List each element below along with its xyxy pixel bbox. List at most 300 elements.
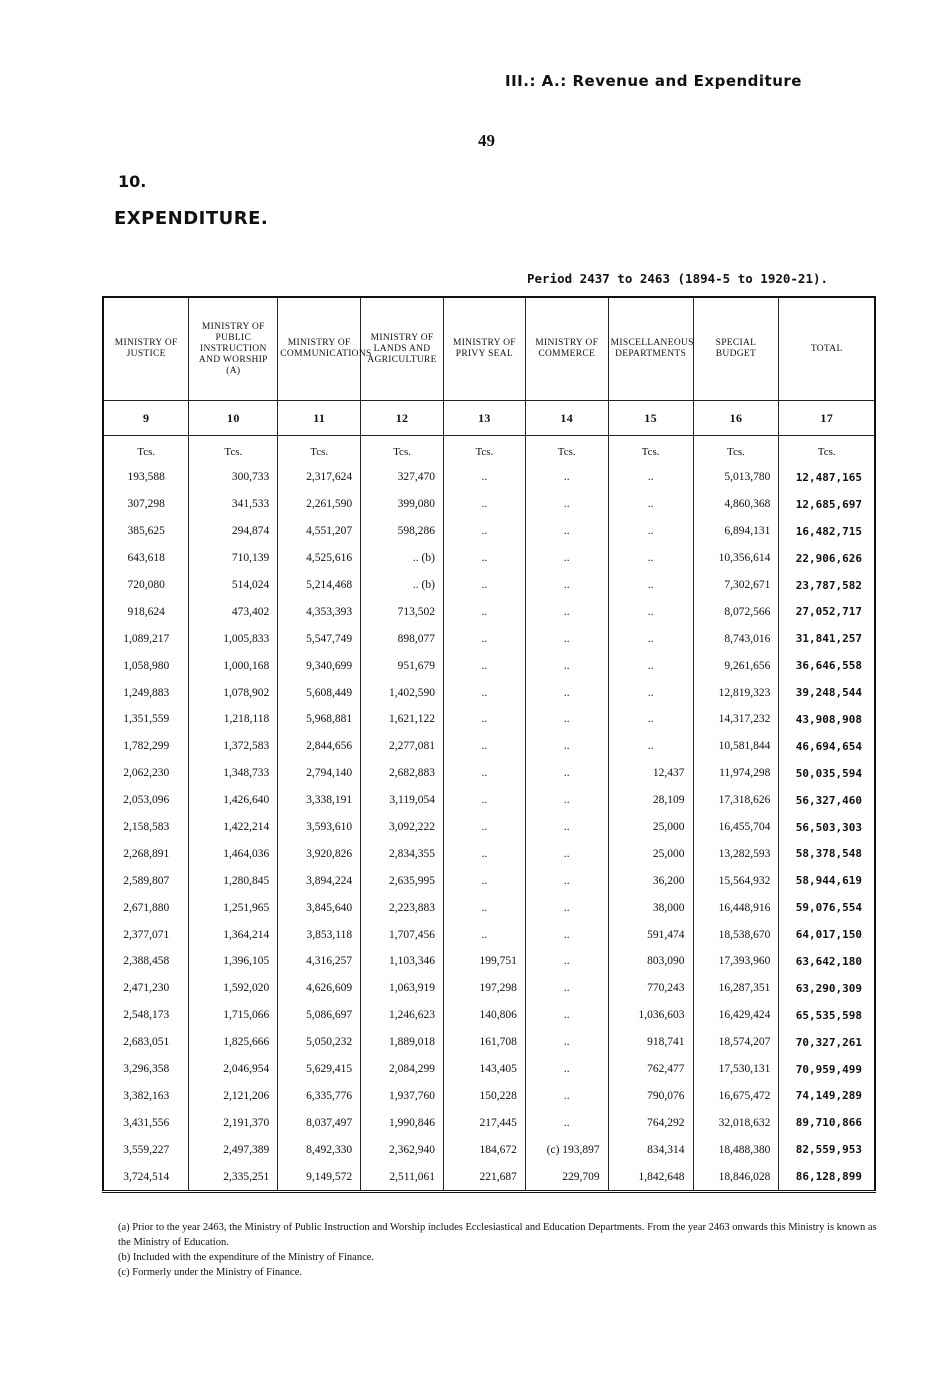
table-row: [103, 921, 875, 948]
table-cell: 2,682,883: [361, 760, 444, 787]
table-cell: ..: [608, 491, 693, 518]
table-cell: 86,128,899: [779, 1163, 875, 1191]
table-cell: 82,559,953: [779, 1136, 875, 1163]
table-cell: 16,287,351: [693, 975, 779, 1002]
table-cell: 3,092,222: [361, 814, 444, 841]
table-cell: 2,062,230: [103, 760, 189, 787]
table-cell: 5,968,881: [278, 706, 361, 733]
table-cell: 64,017,150: [779, 921, 875, 948]
table-cell: 3,296,358: [103, 1056, 189, 1083]
table-cell: 2,053,096: [103, 787, 189, 814]
table-cell: 7,302,671: [693, 572, 779, 599]
table-cell: 28,109: [608, 787, 693, 814]
column-number: 14: [525, 401, 608, 436]
table-cell: 770,243: [608, 975, 693, 1002]
table-cell: 1,426,640: [189, 787, 278, 814]
table-row: [103, 814, 875, 841]
table-row: [103, 894, 875, 921]
table-cell: ..: [525, 1029, 608, 1056]
table-cell: 10,356,614: [693, 545, 779, 572]
table-cell: 3,382,163: [103, 1082, 189, 1109]
table-cell: 1,036,603: [608, 1002, 693, 1029]
column-header-justice: MINISTRY OF JUSTICE: [103, 297, 189, 401]
column-number: 9: [103, 401, 189, 436]
table-row: [103, 840, 875, 867]
table-cell: 1,825,666: [189, 1029, 278, 1056]
table-cell: 6,335,776: [278, 1082, 361, 1109]
table-cell: 58,378,548: [779, 840, 875, 867]
table-cell: 17,318,626: [693, 787, 779, 814]
table-cell: 1,842,648: [608, 1163, 693, 1191]
table-cell: 951,679: [361, 652, 444, 679]
table-cell: 9,261,656: [693, 652, 779, 679]
table-cell: ..: [443, 491, 525, 518]
table-cell: ..: [443, 814, 525, 841]
table-cell: 3,920,826: [278, 840, 361, 867]
column-header-commerce: MINISTRY OF COMMERCE: [525, 297, 608, 401]
table-cell: 1,464,036: [189, 840, 278, 867]
column-number: 15: [608, 401, 693, 436]
table-cell: ..: [525, 1109, 608, 1136]
table-cell: 2,589,807: [103, 867, 189, 894]
table-cell: 713,502: [361, 598, 444, 625]
table-cell: ..: [443, 787, 525, 814]
table-cell: 2,121,206: [189, 1082, 278, 1109]
table-cell: 12,487,165: [779, 464, 875, 491]
table-cell: 3,593,610: [278, 814, 361, 841]
header-row: [103, 297, 875, 401]
table-row: [103, 545, 875, 572]
column-header-lands-agriculture: MINISTRY OF LANDS AND AGRICULTURE: [361, 297, 444, 401]
table-row: [103, 598, 875, 625]
table-cell: 50,035,594: [779, 760, 875, 787]
footnote-c: (c) Formerly under the Ministry of Finance.: [118, 1267, 302, 1278]
table-cell: ..: [443, 679, 525, 706]
section-number: 10.: [118, 172, 147, 191]
table-cell: 1,348,733: [189, 760, 278, 787]
table-cell: 3,559,227: [103, 1136, 189, 1163]
table-cell: 720,080: [103, 572, 189, 599]
unit-label: Tcs.: [103, 436, 189, 465]
page-number: 49: [478, 131, 495, 150]
table-cell: 25,000: [608, 814, 693, 841]
table-cell: 8,743,016: [693, 625, 779, 652]
table-cell: ..: [525, 1082, 608, 1109]
table-row: [103, 975, 875, 1002]
table-cell: 46,694,654: [779, 733, 875, 760]
units-row: [103, 436, 875, 465]
table-cell: 1,000,168: [189, 652, 278, 679]
table-cell: 2,794,140: [278, 760, 361, 787]
table-cell: 5,050,232: [278, 1029, 361, 1056]
table-cell: 89,710,866: [779, 1109, 875, 1136]
table-cell: ..: [443, 733, 525, 760]
column-number-row: [103, 401, 875, 436]
table-cell: ..: [525, 706, 608, 733]
table-cell: 2,635,995: [361, 867, 444, 894]
table-cell: ..: [525, 975, 608, 1002]
table-cell: 2,497,389: [189, 1136, 278, 1163]
unit-label: Tcs.: [779, 436, 875, 465]
table-cell: 59,076,554: [779, 894, 875, 921]
table-cell: ..: [608, 733, 693, 760]
table-cell: 2,261,590: [278, 491, 361, 518]
unit-label: Tcs.: [608, 436, 693, 465]
table-cell: .. (b): [361, 545, 444, 572]
table-cell: 5,013,780: [693, 464, 779, 491]
table-cell: 2,834,355: [361, 840, 444, 867]
table-cell: 591,474: [608, 921, 693, 948]
column-header-special-budget: SPECIAL BUDGET: [693, 297, 779, 401]
table-row: [103, 706, 875, 733]
table-cell: 643,618: [103, 545, 189, 572]
column-number: 10: [189, 401, 278, 436]
table-cell: 3,894,224: [278, 867, 361, 894]
table-cell: 4,860,368: [693, 491, 779, 518]
table-cell: 5,547,749: [278, 625, 361, 652]
table-row: [103, 491, 875, 518]
table-cell: 327,470: [361, 464, 444, 491]
table-cell: 1,937,760: [361, 1082, 444, 1109]
table-cell: 16,448,916: [693, 894, 779, 921]
table-cell: (c) 193,897: [525, 1136, 608, 1163]
table-cell: 63,642,180: [779, 948, 875, 975]
table-cell: 3,119,054: [361, 787, 444, 814]
table-cell: 1,280,845: [189, 867, 278, 894]
table-cell: 2,362,940: [361, 1136, 444, 1163]
table-cell: 43,908,908: [779, 706, 875, 733]
table-cell: 3,431,556: [103, 1109, 189, 1136]
table-cell: 918,741: [608, 1029, 693, 1056]
table-cell: 764,292: [608, 1109, 693, 1136]
table-cell: 2,268,891: [103, 840, 189, 867]
column-header-public-instruction: MINISTRY OF PUBLIC INSTRUCTION AND WORSHIP (A): [189, 297, 278, 401]
table-cell: 140,806: [443, 1002, 525, 1029]
table-cell: ..: [608, 464, 693, 491]
table-cell: 36,200: [608, 867, 693, 894]
table-cell: 2,683,051: [103, 1029, 189, 1056]
table-cell: ..: [525, 894, 608, 921]
section-title: EXPENDITURE.: [114, 208, 269, 229]
column-number: 11: [278, 401, 361, 436]
table-cell: 710,139: [189, 545, 278, 572]
table-cell: 294,874: [189, 518, 278, 545]
table-cell: 197,298: [443, 975, 525, 1002]
table-cell: 56,503,303: [779, 814, 875, 841]
column-number: 16: [693, 401, 779, 436]
table-row: [103, 948, 875, 975]
table-cell: 3,338,191: [278, 787, 361, 814]
period-caption: Period 2437 to 2463 (1894-5 to 1920-21).: [527, 271, 829, 286]
table-cell: 4,316,257: [278, 948, 361, 975]
table-cell: 2,548,173: [103, 1002, 189, 1029]
table-cell: 2,511,061: [361, 1163, 444, 1191]
table-cell: 65,535,598: [779, 1002, 875, 1029]
table-cell: 63,290,309: [779, 975, 875, 1002]
table-cell: ..: [608, 652, 693, 679]
table-cell: 8,492,330: [278, 1136, 361, 1163]
table-cell: ..: [443, 840, 525, 867]
table-cell: ..: [525, 572, 608, 599]
table-cell: 221,687: [443, 1163, 525, 1191]
table-cell: .. (b): [361, 572, 444, 599]
table-cell: ..: [525, 545, 608, 572]
footnotes: [118, 1220, 878, 1280]
running-head: III.: A.: Revenue and Expenditure: [505, 72, 802, 90]
table-cell: 17,530,131: [693, 1056, 779, 1083]
table-cell: 9,340,699: [278, 652, 361, 679]
table-cell: 2,191,370: [189, 1109, 278, 1136]
table-cell: ..: [443, 572, 525, 599]
table-cell: 2,223,883: [361, 894, 444, 921]
table-cell: 1,058,980: [103, 652, 189, 679]
table-cell: 2,317,624: [278, 464, 361, 491]
table-cell: 300,733: [189, 464, 278, 491]
table-cell: ..: [608, 572, 693, 599]
table-cell: ..: [525, 1056, 608, 1083]
column-header-miscellaneous: MISCELLANEOUS DEPARTMENTS: [608, 297, 693, 401]
table-cell: 1,592,020: [189, 975, 278, 1002]
table-cell: 1,103,346: [361, 948, 444, 975]
table-cell: ..: [525, 625, 608, 652]
table-cell: 399,080: [361, 491, 444, 518]
footnote-b: (b) Included with the expenditure of the Ministry of Finance.: [118, 1252, 375, 1263]
table-cell: 1,782,299: [103, 733, 189, 760]
table-cell: ..: [608, 679, 693, 706]
table-cell: 5,214,468: [278, 572, 361, 599]
table-cell: 2,471,230: [103, 975, 189, 1002]
table-cell: ..: [525, 464, 608, 491]
table-cell: ..: [525, 598, 608, 625]
table-cell: 1,218,118: [189, 706, 278, 733]
table-cell: 18,846,028: [693, 1163, 779, 1191]
table-row: [103, 760, 875, 787]
table-cell: 762,477: [608, 1056, 693, 1083]
table-cell: ..: [525, 518, 608, 545]
column-header-total: TOTAL: [779, 297, 875, 401]
table-cell: 199,751: [443, 948, 525, 975]
table-cell: 4,626,609: [278, 975, 361, 1002]
table-cell: ..: [525, 787, 608, 814]
table-cell: 1,251,965: [189, 894, 278, 921]
unit-label: Tcs.: [693, 436, 779, 465]
table-cell: 18,574,207: [693, 1029, 779, 1056]
table-cell: 898,077: [361, 625, 444, 652]
table-cell: 1,422,214: [189, 814, 278, 841]
table-row: [103, 867, 875, 894]
table-cell: ..: [525, 679, 608, 706]
table-cell: 18,488,380: [693, 1136, 779, 1163]
table-cell: 74,149,289: [779, 1082, 875, 1109]
table-row: [103, 733, 875, 760]
table-row: [103, 572, 875, 599]
table-cell: 2,158,583: [103, 814, 189, 841]
table-cell: 3,853,118: [278, 921, 361, 948]
table-cell: 1,063,919: [361, 975, 444, 1002]
unit-label: Tcs.: [443, 436, 525, 465]
table-cell: 25,000: [608, 840, 693, 867]
table-cell: ..: [443, 894, 525, 921]
table-cell: 514,024: [189, 572, 278, 599]
column-number: 12: [361, 401, 444, 436]
table-cell: 229,709: [525, 1163, 608, 1191]
table-cell: 11,974,298: [693, 760, 779, 787]
table-cell: 5,086,697: [278, 1002, 361, 1029]
table-cell: 4,525,616: [278, 545, 361, 572]
table-row: [103, 1163, 875, 1191]
table-cell: 8,072,566: [693, 598, 779, 625]
table-cell: 598,286: [361, 518, 444, 545]
table-row: [103, 1109, 875, 1136]
table-cell: 1,621,122: [361, 706, 444, 733]
table-cell: ..: [443, 652, 525, 679]
table-cell: 1,246,623: [361, 1002, 444, 1029]
table-row: [103, 787, 875, 814]
table-cell: 161,708: [443, 1029, 525, 1056]
table-cell: 803,090: [608, 948, 693, 975]
table-cell: ..: [608, 518, 693, 545]
table-cell: ..: [525, 1002, 608, 1029]
table-cell: 1,990,846: [361, 1109, 444, 1136]
table-cell: ..: [443, 625, 525, 652]
unit-label: Tcs.: [361, 436, 444, 465]
table-cell: 834,314: [608, 1136, 693, 1163]
table-cell: 307,298: [103, 491, 189, 518]
table-cell: 1,707,456: [361, 921, 444, 948]
table-cell: 70,959,499: [779, 1056, 875, 1083]
table-cell: 2,671,880: [103, 894, 189, 921]
table-cell: 1,005,833: [189, 625, 278, 652]
table-cell: 143,405: [443, 1056, 525, 1083]
table-row: [103, 625, 875, 652]
table-cell: 1,402,590: [361, 679, 444, 706]
column-header-communications: MINISTRY OF COMMUNICATIONS: [278, 297, 361, 401]
table-cell: 3,845,640: [278, 894, 361, 921]
unit-label: Tcs.: [525, 436, 608, 465]
table-cell: 1,372,583: [189, 733, 278, 760]
unit-label: Tcs.: [278, 436, 361, 465]
table-row: [103, 1056, 875, 1083]
table-cell: ..: [525, 840, 608, 867]
table-cell: 5,629,415: [278, 1056, 361, 1083]
table-cell: 31,841,257: [779, 625, 875, 652]
table-row: [103, 1136, 875, 1163]
column-header-privy-seal: MINISTRY OF PRIVY SEAL: [443, 297, 525, 401]
table-cell: 473,402: [189, 598, 278, 625]
table-cell: 1,078,902: [189, 679, 278, 706]
table-cell: 2,844,656: [278, 733, 361, 760]
table-cell: 56,327,460: [779, 787, 875, 814]
table-cell: 193,588: [103, 464, 189, 491]
table-cell: 58,944,619: [779, 867, 875, 894]
table-cell: 2,084,299: [361, 1056, 444, 1083]
table-row: [103, 464, 875, 491]
table-cell: ..: [443, 518, 525, 545]
table-cell: 1,889,018: [361, 1029, 444, 1056]
table-cell: 12,437: [608, 760, 693, 787]
table-cell: ..: [608, 598, 693, 625]
table-cell: 2,046,954: [189, 1056, 278, 1083]
table-row: [103, 518, 875, 545]
table-cell: 1,364,214: [189, 921, 278, 948]
table-row: [103, 1002, 875, 1029]
table-cell: 14,317,232: [693, 706, 779, 733]
table-cell: ..: [608, 625, 693, 652]
table-cell: ..: [525, 948, 608, 975]
table-cell: ..: [443, 464, 525, 491]
table-cell: 16,455,704: [693, 814, 779, 841]
table-cell: 39,248,544: [779, 679, 875, 706]
table-cell: 1,089,217: [103, 625, 189, 652]
unit-label: Tcs.: [189, 436, 278, 465]
table-cell: ..: [525, 814, 608, 841]
table-cell: ..: [443, 921, 525, 948]
expenditure-table: [102, 296, 876, 1193]
table-cell: 12,819,323: [693, 679, 779, 706]
table-cell: ..: [525, 652, 608, 679]
table-cell: 32,018,632: [693, 1109, 779, 1136]
table-cell: 2,377,071: [103, 921, 189, 948]
table-cell: ..: [525, 921, 608, 948]
table-row: [103, 1082, 875, 1109]
table-row: [103, 679, 875, 706]
table-cell: ..: [525, 733, 608, 760]
table-cell: ..: [443, 867, 525, 894]
table-cell: 918,624: [103, 598, 189, 625]
table-cell: 341,533: [189, 491, 278, 518]
table-cell: 27,052,717: [779, 598, 875, 625]
table-cell: 22,906,626: [779, 545, 875, 572]
table-cell: 790,076: [608, 1082, 693, 1109]
column-number: 17: [779, 401, 875, 436]
table-cell: 217,445: [443, 1109, 525, 1136]
table-cell: 6,894,131: [693, 518, 779, 545]
table-cell: 4,551,207: [278, 518, 361, 545]
table-cell: ..: [525, 867, 608, 894]
table-cell: 15,564,932: [693, 867, 779, 894]
table-cell: 23,787,582: [779, 572, 875, 599]
table-cell: 4,353,393: [278, 598, 361, 625]
table-cell: 70,327,261: [779, 1029, 875, 1056]
table-cell: 2,388,458: [103, 948, 189, 975]
table-cell: 16,675,472: [693, 1082, 779, 1109]
table-cell: 16,429,424: [693, 1002, 779, 1029]
table-cell: 9,149,572: [278, 1163, 361, 1191]
table-cell: 5,608,449: [278, 679, 361, 706]
table-cell: 1,249,883: [103, 679, 189, 706]
table-cell: ..: [443, 760, 525, 787]
table-row: [103, 652, 875, 679]
table-cell: ..: [443, 545, 525, 572]
footnote-a: (a) Prior to the year 2463, the Ministry of Public Instruction and Worship includes Ecclesiastical and Education Departments. From the year 2463 onwards this Ministry is known as the Ministry of Education.: [118, 1222, 877, 1248]
table-cell: 2,335,251: [189, 1163, 278, 1191]
table-cell: 10,581,844: [693, 733, 779, 760]
table-cell: ..: [608, 545, 693, 572]
table-cell: 38,000: [608, 894, 693, 921]
table-cell: ..: [443, 706, 525, 733]
table-cell: 1,396,105: [189, 948, 278, 975]
table-cell: 8,037,497: [278, 1109, 361, 1136]
table-cell: ..: [443, 598, 525, 625]
table-cell: ..: [525, 760, 608, 787]
table-cell: 3,724,514: [103, 1163, 189, 1191]
table-cell: 13,282,593: [693, 840, 779, 867]
table-cell: 1,351,559: [103, 706, 189, 733]
column-number: 13: [443, 401, 525, 436]
table-cell: 17,393,960: [693, 948, 779, 975]
table-cell: ..: [608, 706, 693, 733]
table-cell: 12,685,697: [779, 491, 875, 518]
